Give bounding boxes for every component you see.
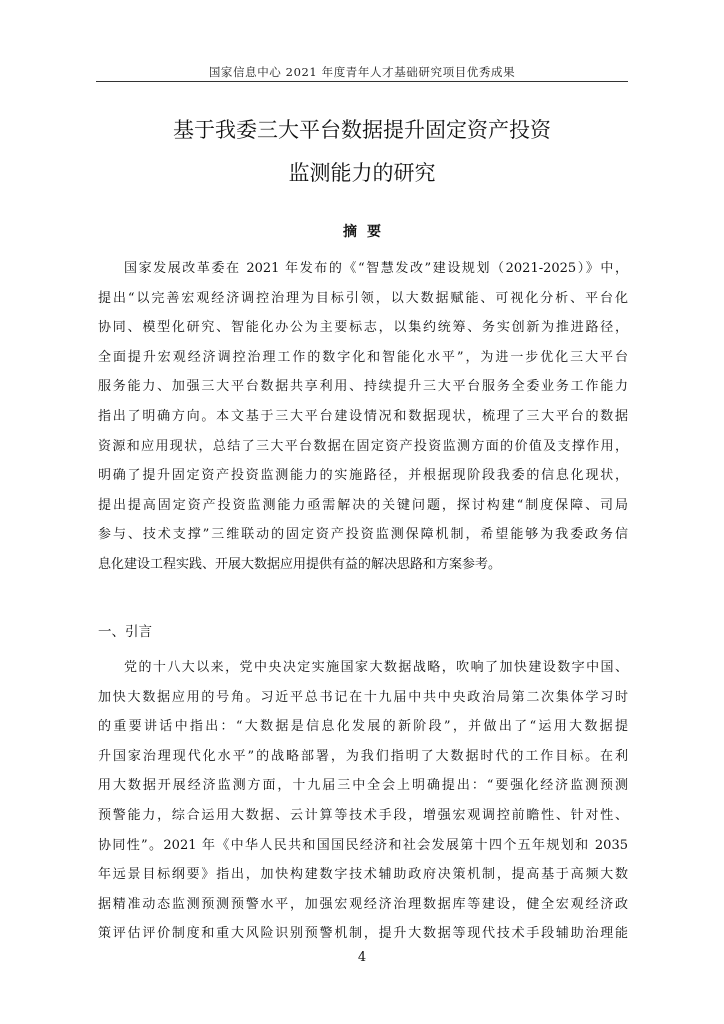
abstract-line: 明确了提升固定资产投资监测能力的实施路径，并根据现阶段我委的信息化现状，	[98, 468, 628, 484]
body-line: 党的十八大以来，党中央决定实施国家大数据战略，吹响了加快建设数字中国、	[124, 660, 628, 675]
body-line: 年远景目标纲要》指出，加快构建数字技术辅助政府决策机制，提高基于高频大数	[98, 867, 628, 883]
abstract-line: 提出“以完善宏观经济调控治理为目标引领，以大数据赋能、可视化分析、平台化	[98, 290, 628, 306]
paper-title-line-2: 监测能力的研究	[288, 161, 436, 185]
abstract-line: 指出了明确方向。本文基于三大平台建设情况和数据现状，梳理了三大平台的数据	[98, 408, 628, 424]
abstract-line: 国家发展改革委在 2021 年发布的《“智慧发改”建设规划（2021-2025）》中，	[124, 261, 628, 276]
body-line: 据精准动态监测预测预警水平，加强宏观经济治理数据库等建设，健全宏观经济政	[98, 896, 628, 912]
body-line: 的重要讲话中指出：“大数据是信息化发展的新阶段”，并做出了“运用大数据提	[98, 719, 628, 735]
abstract-line: 协同、模型化研究、智能化办公为主要标志，以集约统筹、务实创新为推进路径，	[98, 320, 628, 336]
body-line: 策评估评价制度和重大风险识别预警机制，提升大数据等现代技术手段辅助治理能	[98, 926, 628, 942]
page-number: 4	[357, 950, 367, 965]
body-line: 加快大数据应用的号角。习近平总书记在十九届中共中央政治局第二次集体学习时	[98, 689, 628, 705]
abstract-body	[98, 254, 628, 580]
abstract-heading: 摘要	[343, 224, 391, 240]
body-line: 预警能力，综合运用大数据、云计算等技术手段，增强宏观调控前瞻性、针对性、	[98, 807, 628, 823]
header-rule	[96, 81, 628, 82]
abstract-line: 息化建设工程实践、开展大数据应用提供有益的解决思路和方案参考。	[98, 556, 502, 572]
running-header: 国家信息中心 2021 年度青年人才基础研究项目优秀成果	[208, 65, 516, 79]
abstract-line: 服务能力、加强三大平台数据共享利用、持续提升三大平台服务全委业务工作能力	[98, 379, 628, 395]
section-heading: 一、引言	[98, 624, 152, 640]
section-body	[98, 653, 628, 949]
paper-title-line-1: 基于我委三大平台数据提升固定资产投资	[173, 118, 551, 142]
body-line: 升国家治理现代化水平”的战略部署，为我们指明了大数据时代的工作目标。在利	[98, 748, 628, 764]
body-line: 协同性”。2021 年《中华人民共和国国民经济和社会发展第十四个五年规划和 2035	[98, 837, 628, 853]
abstract-line: 参与、技术支撑”三维联动的固定资产投资监测保障机制，希望能够为我委政务信	[98, 527, 628, 543]
abstract-line: 提出提高固定资产投资监测能力亟需解决的关键问题，探讨构建“制度保障、司局	[98, 497, 628, 513]
body-line: 用大数据开展经济监测方面，十九届三中全会上明确提出：“要强化经济监测预测	[98, 778, 628, 794]
abstract-line: 资源和应用现状，总结了三大平台数据在固定资产投资监测方面的价值及支撑作用，	[98, 438, 628, 454]
abstract-line: 全面提升宏观经济调控治理工作的数字化和智能化水平”，为进一步优化三大平台	[98, 349, 628, 365]
